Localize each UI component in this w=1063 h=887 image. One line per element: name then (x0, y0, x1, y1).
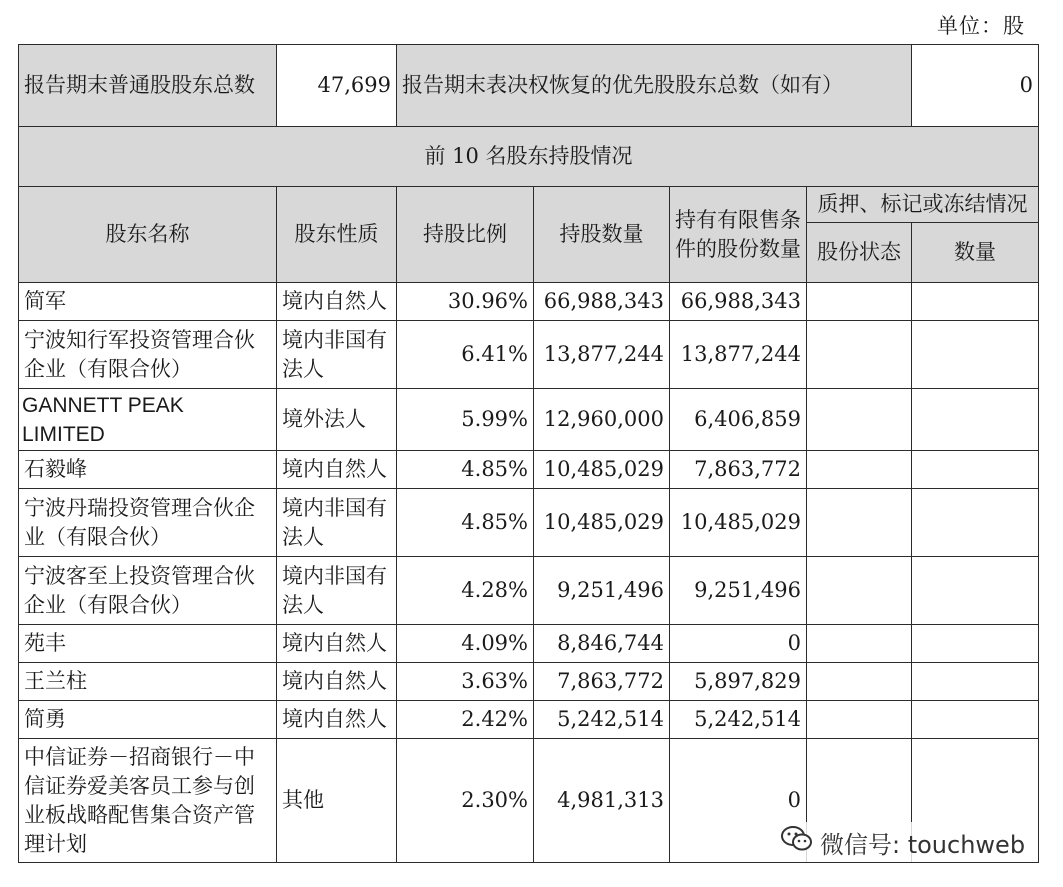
restricted-shares: 0 (670, 739, 807, 863)
pledge-status (807, 557, 912, 625)
shareholder-nature: 境内自然人 (277, 663, 397, 701)
shareholder-name: GANNETT PEAK LIMITED (19, 389, 277, 451)
pledge-quantity (912, 451, 1039, 489)
restricted-shares: 7,863,772 (670, 451, 807, 489)
shareholder-nature: 境内非国有法人 (277, 489, 397, 557)
shareholder-nature: 境内非国有法人 (277, 321, 397, 389)
table-row (19, 283, 1039, 321)
table-row (19, 663, 1039, 701)
shareholding-quantity: 7,863,772 (534, 663, 670, 701)
table-row (19, 701, 1039, 739)
preferred-shareholders-value: 0 (912, 45, 1039, 127)
shareholder-name: 宁波客至上投资管理合伙企业（有限合伙） (19, 557, 277, 625)
shareholding-quantity: 12,960,000 (534, 389, 670, 451)
shareholder-nature: 境外法人 (277, 389, 397, 451)
shareholder-nature: 境内自然人 (277, 701, 397, 739)
shareholder-nature: 其他 (277, 739, 397, 863)
restricted-shares: 6,406,859 (670, 389, 807, 451)
shareholder-name: 宁波知行军投资管理合伙企业（有限合伙） (19, 321, 277, 389)
restricted-shares: 5,897,829 (670, 663, 807, 701)
pledge-quantity (912, 283, 1039, 321)
shareholder-name: 中信证券－招商银行－中信证券爱美客员工参与创业板战略配售集合资产管理计划 (19, 739, 277, 863)
pledge-status (807, 489, 912, 557)
pledge-status (807, 451, 912, 489)
shareholding-ratio: 6.41% (397, 321, 534, 389)
restricted-shares: 13,877,244 (670, 321, 807, 389)
section-title: 前 10 名股东持股情况 (19, 127, 1039, 187)
shareholder-name: 宁波丹瑞投资管理合伙企业（有限合伙） (19, 489, 277, 557)
table-row (19, 321, 1039, 389)
pledge-quantity (912, 489, 1039, 557)
shareholding-quantity: 8,846,744 (534, 625, 670, 663)
shareholder-nature: 境内非国有法人 (277, 557, 397, 625)
shareholder-nature: 境内自然人 (277, 283, 397, 321)
shareholding-ratio: 3.63% (397, 663, 534, 701)
table-row (19, 451, 1039, 489)
shareholding-quantity: 10,485,029 (534, 451, 670, 489)
restricted-shares: 0 (670, 625, 807, 663)
restricted-shares: 5,242,514 (670, 701, 807, 739)
shareholder-name: 王兰柱 (19, 663, 277, 701)
pledge-status (807, 389, 912, 451)
shareholding-quantity: 13,877,244 (534, 321, 670, 389)
shareholding-ratio: 2.30% (397, 739, 534, 863)
header-pledge-quantity: 数量 (912, 223, 1039, 283)
header-nature: 股东性质 (277, 187, 397, 283)
pledge-quantity (912, 663, 1039, 701)
shareholding-quantity: 9,251,496 (534, 557, 670, 625)
shareholder-nature: 境内自然人 (277, 451, 397, 489)
watermark (778, 822, 1031, 862)
unit-label: 单位：股 (937, 14, 1025, 38)
header-row-1 (19, 187, 1039, 223)
shareholding-ratio: 4.09% (397, 625, 534, 663)
shareholding-quantity: 5,242,514 (534, 701, 670, 739)
summary-row (19, 45, 1039, 127)
shareholder-name: 简军 (19, 283, 277, 321)
table-row (19, 625, 1039, 663)
pledge-quantity (912, 557, 1039, 625)
shareholding-quantity: 10,485,029 (534, 489, 670, 557)
header-name: 股东名称 (19, 187, 277, 283)
shareholder-table (18, 44, 1039, 863)
shareholder-name: 石毅峰 (19, 451, 277, 489)
shareholding-ratio: 4.28% (397, 557, 534, 625)
pledge-quantity (912, 625, 1039, 663)
pledge-status (807, 321, 912, 389)
common-shareholders-value: 47,699 (277, 45, 397, 127)
common-shareholders-label: 报告期末普通股股东总数 (19, 45, 277, 127)
shareholding-quantity: 66,988,343 (534, 283, 670, 321)
restricted-shares: 10,485,029 (670, 489, 807, 557)
header-quantity: 持股数量 (534, 187, 670, 283)
header-ratio: 持股比例 (397, 187, 534, 283)
table-row (19, 557, 1039, 625)
shareholder-nature: 境内自然人 (277, 625, 397, 663)
header-pledge-status: 股份状态 (807, 223, 912, 283)
restricted-shares: 66,988,343 (670, 283, 807, 321)
wechat-icon (780, 824, 814, 860)
shareholder-name: 简勇 (19, 701, 277, 739)
header-pledge-group: 质押、标记或冻结情况 (807, 187, 1039, 223)
table-row (19, 389, 1039, 451)
shareholding-ratio: 4.85% (397, 451, 534, 489)
shareholding-ratio: 2.42% (397, 701, 534, 739)
pledge-quantity (912, 701, 1039, 739)
shareholding-ratio: 30.96% (397, 283, 534, 321)
watermark-text: 微信号: touchweb (820, 830, 1026, 859)
table-row (19, 489, 1039, 557)
pledge-quantity (912, 389, 1039, 451)
pledge-status (807, 663, 912, 701)
pledge-status (807, 283, 912, 321)
shareholding-ratio: 5.99% (397, 389, 534, 451)
pledge-status (807, 701, 912, 739)
shareholding-ratio: 4.85% (397, 489, 534, 557)
shareholding-quantity: 4,981,313 (534, 739, 670, 863)
header-restricted: 持有有限售条件的股份数量 (670, 187, 807, 283)
pledge-quantity (912, 321, 1039, 389)
restricted-shares: 9,251,496 (670, 557, 807, 625)
preferred-shareholders-label: 报告期末表决权恢复的优先股股东总数（如有） (397, 45, 912, 127)
section-title-row (19, 127, 1039, 187)
shareholder-name: 苑丰 (19, 625, 277, 663)
pledge-status (807, 625, 912, 663)
